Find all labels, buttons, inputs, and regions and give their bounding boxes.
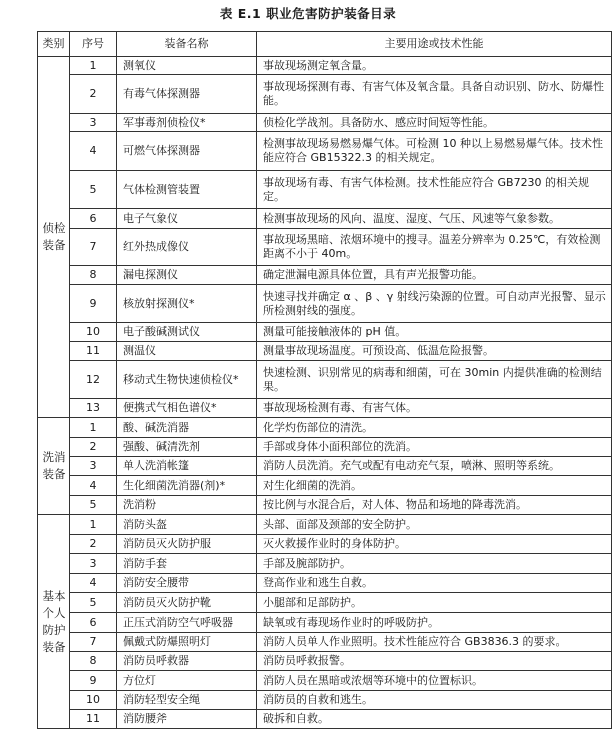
row-number: 7 bbox=[70, 633, 117, 652]
table-row bbox=[38, 633, 612, 652]
row-number: 5 bbox=[70, 171, 117, 209]
category-cell bbox=[38, 57, 70, 418]
equipment-name: 佩戴式防爆照明灯 bbox=[117, 633, 257, 652]
equipment-description: 消防员呼救报警。 bbox=[257, 652, 612, 671]
table-row bbox=[38, 342, 612, 361]
category-label: 基本个人防护装备 bbox=[42, 588, 66, 654]
equipment-name: 消防安全腰带 bbox=[117, 574, 257, 593]
table-row bbox=[38, 535, 612, 554]
equipment-description: 确定泄漏电源具体位置，具有声光报警功能。 bbox=[257, 266, 612, 285]
equipment-name: 核放射探测仪* bbox=[117, 285, 257, 323]
table-row bbox=[38, 209, 612, 229]
equipment-description: 消防员的自救和逃生。 bbox=[257, 691, 612, 710]
table-row bbox=[38, 457, 612, 476]
row-number: 2 bbox=[70, 75, 117, 114]
row-number: 5 bbox=[70, 496, 117, 515]
equipment-description: 事故现场有毒、有害气体检测。技术性能应符合 GB7230 的相关规定。 bbox=[257, 171, 612, 209]
table-row bbox=[38, 75, 612, 114]
equipment-description: 小腿部和足部防护。 bbox=[257, 593, 612, 613]
equipment-name: 有毒气体探测器 bbox=[117, 75, 257, 114]
table-row bbox=[38, 57, 612, 75]
table-row bbox=[38, 399, 612, 418]
equipment-name: 单人洗消帐篷 bbox=[117, 457, 257, 476]
table-title: 表 E.1 职业危害防护装备目录 bbox=[219, 6, 397, 21]
table-row bbox=[38, 574, 612, 593]
equipment-description: 缺氧或有毒现场作业时的呼吸防护。 bbox=[257, 613, 612, 633]
table-row bbox=[38, 229, 612, 266]
equipment-name: 强酸、碱清洗剂 bbox=[117, 438, 257, 457]
table-row bbox=[38, 476, 612, 496]
table-row bbox=[38, 285, 612, 323]
row-number: 6 bbox=[70, 209, 117, 229]
table-row bbox=[38, 515, 612, 535]
row-number: 10 bbox=[70, 323, 117, 342]
table-row bbox=[38, 418, 612, 438]
equipment-description: 手部或身体小面积部位的洗消。 bbox=[257, 438, 612, 457]
equipment-name: 军事毒剂侦检仪* bbox=[117, 114, 257, 132]
row-number: 3 bbox=[70, 114, 117, 132]
equipment-description: 灭火救援作业时的身体防护。 bbox=[257, 535, 612, 554]
equipment-description: 头部、面部及颈部的安全防护。 bbox=[257, 515, 612, 535]
equipment-description: 侦检化学战剂。具备防水、感应时间短等性能。 bbox=[257, 114, 612, 132]
equipment-name: 消防员灭火防护服 bbox=[117, 535, 257, 554]
equipment-name: 洗消粉 bbox=[117, 496, 257, 515]
equipment-description: 事故现场黑暗、浓烟环境中的搜寻。温差分辨率为 0.25℃，有效检测距离不小于 40m。 bbox=[257, 229, 612, 266]
equipment-description: 化学灼伤部位的清洗。 bbox=[257, 418, 612, 438]
table-row bbox=[38, 652, 612, 671]
equipment-description: 事故现场探测有毒、有害气体及氧含量。具备自动识别、防水、防爆性能。 bbox=[257, 75, 612, 114]
header-description: 主要用途或技术性能 bbox=[257, 32, 612, 57]
equipment-name: 电子气象仪 bbox=[117, 209, 257, 229]
equipment-description: 手部及腕部防护。 bbox=[257, 554, 612, 574]
row-number: 10 bbox=[70, 691, 117, 710]
equipment-name: 消防员灭火防护靴 bbox=[117, 593, 257, 613]
equipment-name: 消防腰斧 bbox=[117, 710, 257, 729]
category-cell bbox=[38, 418, 70, 515]
equipment-name: 酸、碱洗消器 bbox=[117, 418, 257, 438]
equipment-name: 电子酸碱测试仪 bbox=[117, 323, 257, 342]
equipment-description: 事故现场检测有毒、有害气体。 bbox=[257, 399, 612, 418]
equipment-description: 消防人员在黑暗或浓烟等环境中的位置标识。 bbox=[257, 671, 612, 691]
equipment-name: 便携式气相色谱仪* bbox=[117, 399, 257, 418]
equipment-name: 消防手套 bbox=[117, 554, 257, 574]
row-number: 4 bbox=[70, 574, 117, 593]
equipment-description: 检测事故现场的风向、温度、湿度、气压、风速等气象参数。 bbox=[257, 209, 612, 229]
equipment-name: 消防头盔 bbox=[117, 515, 257, 535]
equipment-description: 快速寻找并确定 α 、β 、γ 射线污染源的位置。可自动声光报警、显示所检测射线的强度。 bbox=[257, 285, 612, 323]
row-number: 1 bbox=[70, 515, 117, 535]
equipment-description: 按比例与水混合后，对人体、物品和场地的降毒洗消。 bbox=[257, 496, 612, 515]
row-number: 3 bbox=[70, 554, 117, 574]
table-row bbox=[38, 613, 612, 633]
table-header-row bbox=[38, 32, 612, 57]
equipment-name: 气体检测管装置 bbox=[117, 171, 257, 209]
table-row bbox=[38, 266, 612, 285]
row-number: 1 bbox=[70, 418, 117, 438]
equipment-description: 测量事故现场温度。可预设高、低温危险报警。 bbox=[257, 342, 612, 361]
row-number: 7 bbox=[70, 229, 117, 266]
equipment-name: 移动式生物快速侦检仪* bbox=[117, 361, 257, 399]
row-number: 4 bbox=[70, 132, 117, 171]
table-row bbox=[38, 554, 612, 574]
row-number: 4 bbox=[70, 476, 117, 496]
category-label: 洗消装备 bbox=[42, 450, 66, 481]
table-row bbox=[38, 323, 612, 342]
equipment-name: 消防员呼救器 bbox=[117, 652, 257, 671]
equipment-description: 消防人员单人作业照明。技术性能应符合 GB3836.3 的要求。 bbox=[257, 633, 612, 652]
equipment-description: 快速检测、识别常见的病毒和细菌，可在 30min 内提供准确的检测结果。 bbox=[257, 361, 612, 399]
table-body bbox=[38, 57, 612, 729]
row-number: 11 bbox=[70, 710, 117, 729]
table-row bbox=[38, 114, 612, 132]
equipment-description: 登高作业和逃生自救。 bbox=[257, 574, 612, 593]
category-label: 侦检装备 bbox=[42, 221, 66, 252]
equipment-description: 检测事故现场易燃易爆气体。可检测 10 种以上易燃易爆气体。技术性能应符合 GB15322.3 的相关规定。 bbox=[257, 132, 612, 171]
equipment-name: 红外热成像仪 bbox=[117, 229, 257, 266]
row-number: 3 bbox=[70, 457, 117, 476]
equipment-name: 漏电探测仪 bbox=[117, 266, 257, 285]
row-number: 8 bbox=[70, 266, 117, 285]
equipment-description: 事故现场测定氧含量。 bbox=[257, 57, 612, 75]
row-number: 2 bbox=[70, 535, 117, 554]
row-number: 9 bbox=[70, 285, 117, 323]
equipment-table bbox=[37, 31, 612, 729]
row-number: 12 bbox=[70, 361, 117, 399]
row-number: 5 bbox=[70, 593, 117, 613]
equipment-name: 消防轻型安全绳 bbox=[117, 691, 257, 710]
row-number: 8 bbox=[70, 652, 117, 671]
category-cell bbox=[38, 515, 70, 729]
table-row bbox=[38, 438, 612, 457]
table-row bbox=[38, 593, 612, 613]
table-row bbox=[38, 710, 612, 729]
row-number: 11 bbox=[70, 342, 117, 361]
table-row bbox=[38, 496, 612, 515]
equipment-description: 对生化细菌的洗消。 bbox=[257, 476, 612, 496]
equipment-description: 消防人员洗消。充气或配有电动充气泵，喷淋、照明等系统。 bbox=[257, 457, 612, 476]
equipment-name: 可燃气体探测器 bbox=[117, 132, 257, 171]
equipment-name: 生化细菌洗消器(剂)* bbox=[117, 476, 257, 496]
table-row bbox=[38, 171, 612, 209]
row-number: 2 bbox=[70, 438, 117, 457]
equipment-name: 方位灯 bbox=[117, 671, 257, 691]
table-row bbox=[38, 361, 612, 399]
equipment-name: 正压式消防空气呼吸器 bbox=[117, 613, 257, 633]
header-name: 装备名称 bbox=[117, 32, 257, 57]
equipment-description: 测量可能接触液体的 pH 值。 bbox=[257, 323, 612, 342]
table-row bbox=[38, 671, 612, 691]
header-category: 类别 bbox=[38, 32, 70, 57]
row-number: 13 bbox=[70, 399, 117, 418]
row-number: 9 bbox=[70, 671, 117, 691]
header-number: 序号 bbox=[70, 32, 117, 57]
row-number: 1 bbox=[70, 57, 117, 75]
table-row bbox=[38, 132, 612, 171]
table-row bbox=[38, 691, 612, 710]
equipment-name: 测温仪 bbox=[117, 342, 257, 361]
equipment-name: 测氧仪 bbox=[117, 57, 257, 75]
row-number: 6 bbox=[70, 613, 117, 633]
equipment-description: 破拆和自救。 bbox=[257, 710, 612, 729]
